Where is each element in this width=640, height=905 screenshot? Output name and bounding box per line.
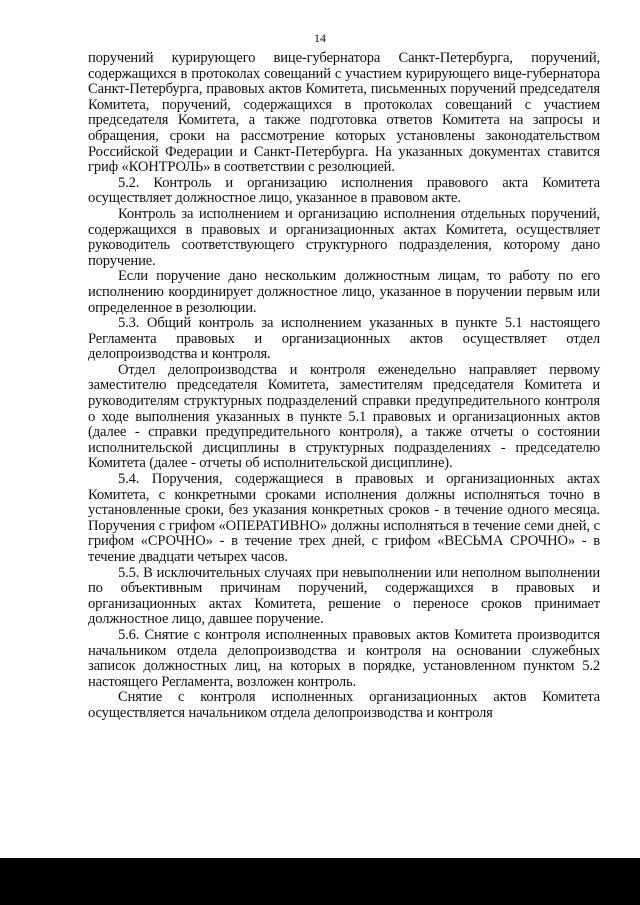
paragraph-5-2-multiple: Если поручение дано нескольким должностным лицам, то работу по его исполнению координирует должностное лицо, указанное в поручении первым или определенное в резолюции.	[88, 268, 600, 316]
paragraph-1: поручений курирующего вице-губернатора Санкт-Петербурга, поручений, содержащихся в протоколах совещаний с участием курирующего вице-губернатора Санкт-Петербурга, правовых актов Комитета, письменных поручений председателя Комитета, поручений, содержащихся в протоколах совещаний с участием председателя Комитета, а также подготовка ответов Комитета на запросы и обращения, сроки на рассмотрение которых установлены законодательством Российской Федерации и Санкт-Петербурга. На указанных документах ставится гриф «КОНТРОЛЬ» в соответствии с резолюцией.	[88, 50, 600, 176]
paragraph-5-6: 5.6. Снятие с контроля исполненных правовых актов Комитета производится начальником отдела делопроизводства и контроля на основании служебных записок должностных лиц, на которых в порядке, установленном пунктом 5.2 настоящего Регламента, возложен контроль.	[88, 626, 600, 690]
scan-bottom-border	[0, 858, 640, 905]
document-body	[88, 51, 600, 722]
paragraph-5-2: 5.2. Контроль и организацию исполнения правового акта Комитета осуществляет должностное лицо, указанное в правовом акте.	[88, 174, 600, 207]
paragraph-5-6-removal: Снятие с контроля исполненных организационных актов Комитета осуществляется начальником отдела делопроизводства и контроля	[88, 689, 600, 721]
page-number: 14	[314, 31, 326, 45]
paragraph-5-5: 5.5. В исключительных случаях при невыполнении или неполном выполнении по объективным причинам поручений, содержащихся в правовых и организационных актах Комитета, решение о переносе сроков принимает должностное лицо, давшее поручение.	[88, 564, 600, 628]
paragraph-5-4: 5.4. Поручения, содержащиеся в правовых и организационных актах Комитета, с конкретными сроками исполнения должны исполняться точно в установленные сроки, без указания конкретных сроков - в течение одного месяца. Поручения с грифом «ОПЕРАТИВНО» должны исполняться в течение семи дней, с грифом «СРОЧНО» - в течение трех дней, с грифом «ВЕСЬМА СРОЧНО» - в течение двадцати четырех часов.	[88, 471, 600, 565]
paragraph-5-3: 5.3. Общий контроль за исполнением указанных в пункте 5.1 настоящего Регламента правовых и организационных актов осуществляет отдел делопроизводства и контроля.	[88, 315, 600, 363]
paragraph-5-2-control: Контроль за исполнением и организацию исполнения отдельных поручений, содержащихся в правовых и организационных актах Комитета, осуществляет руководитель соответствующего структурного подразделения, которому дано поручение.	[88, 205, 600, 269]
paragraph-5-3-reports: Отдел делопроизводства и контроля еженедельно направляет первому заместителю председателя Комитета, заместителям председателя Комитета и руководителям структурных подразделений справки предупредительного контроля о ходе выполнения указанных в пункте 5.1 правовых и организационных актов (далее - справки предупредительного контроля), а также отчеты о состоянии исполнительской дисциплины в структурных подразделениях - председателю Комитета (далее - отчеты об исполнительской дисциплине).	[88, 361, 600, 472]
